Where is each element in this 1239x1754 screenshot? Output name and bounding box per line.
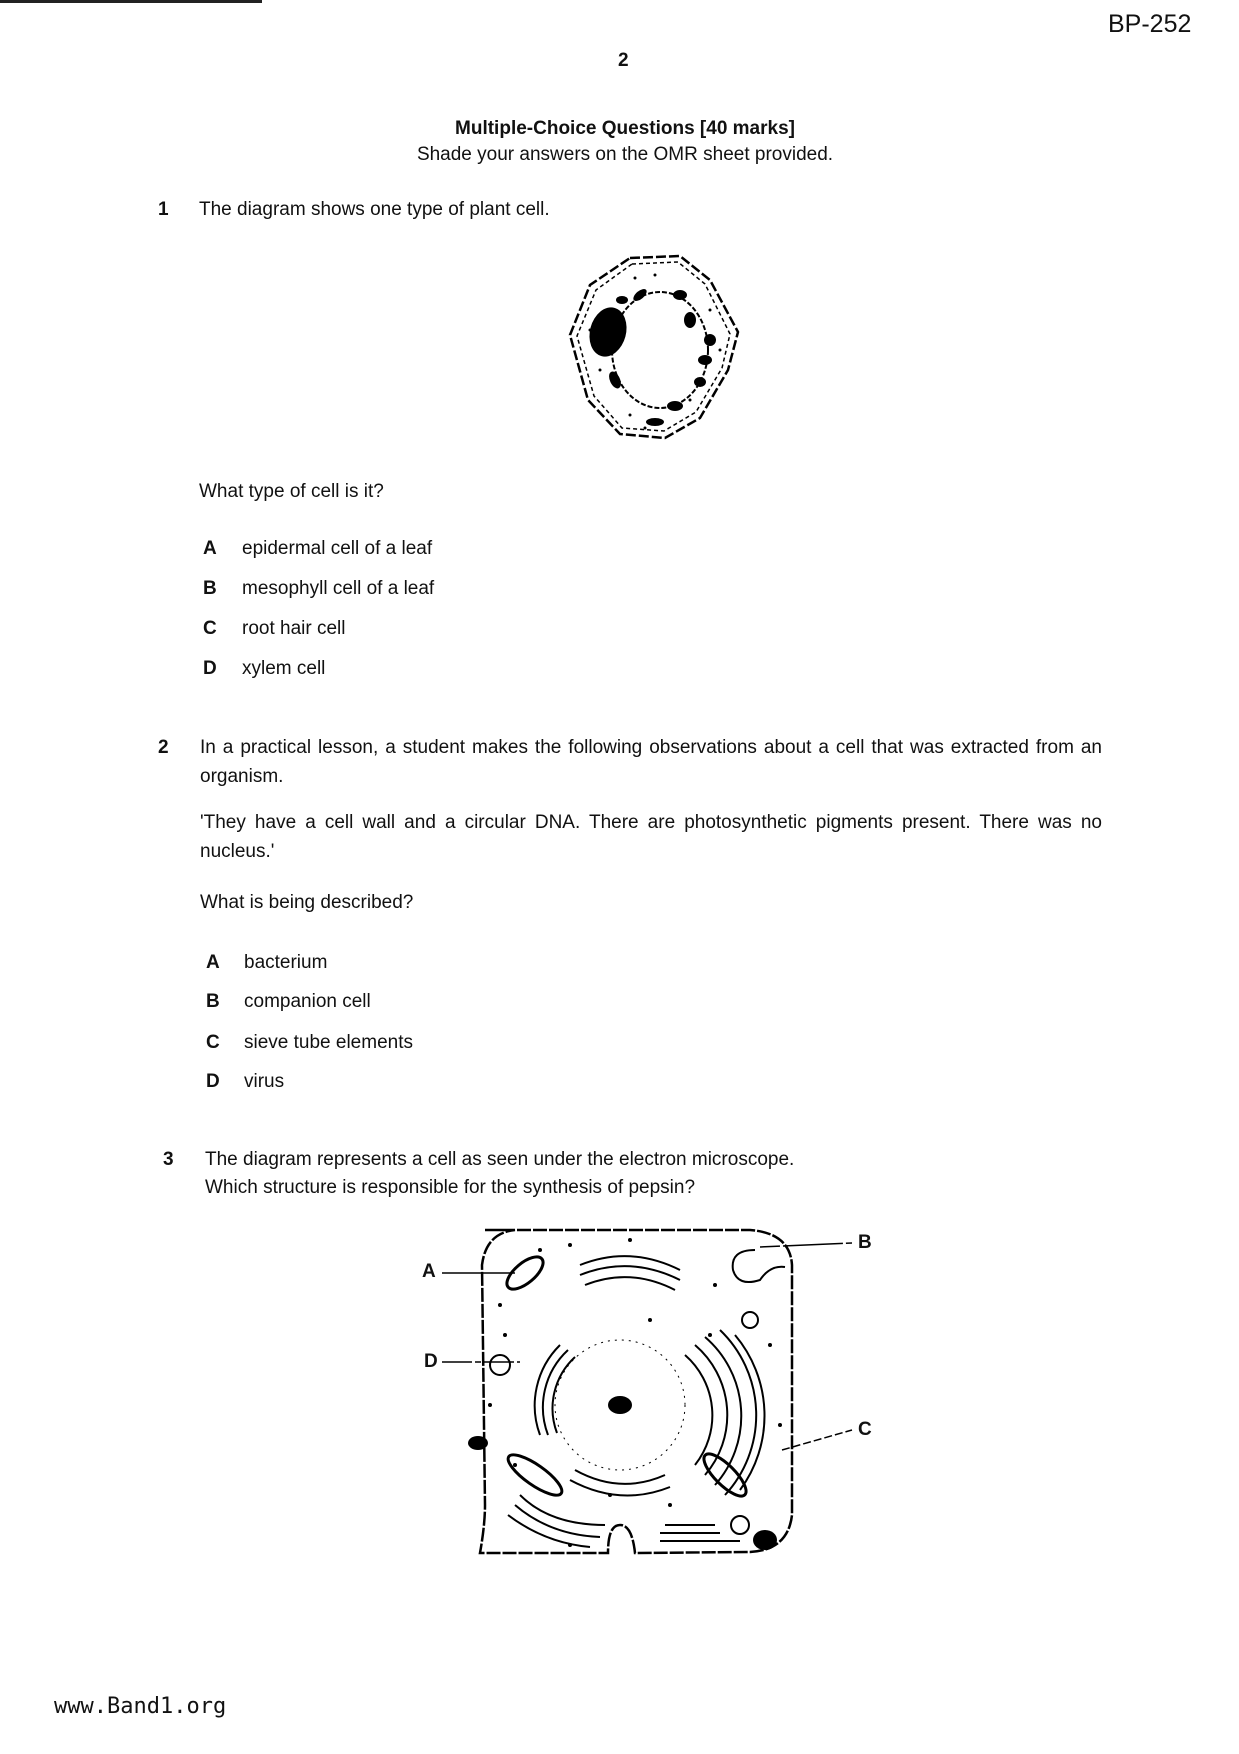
option-letter: D bbox=[206, 1071, 220, 1092]
question-stem-line-2: Which structure is responsible for the synthesis of pepsin? bbox=[205, 1177, 696, 1198]
question-stem: In a practical lesson, a student makes the following observations about a cell that was extracted from an organism. bbox=[200, 737, 1102, 787]
diagram-label-d: D bbox=[424, 1351, 438, 1372]
question-number: 1 bbox=[158, 199, 169, 220]
question-number: 2 bbox=[158, 737, 169, 758]
option-text: virus bbox=[244, 1071, 285, 1092]
option-text: companion cell bbox=[244, 991, 371, 1012]
animal-cell-diagram bbox=[420, 1225, 880, 1560]
paper-code: BP-252 bbox=[1108, 10, 1192, 38]
question-stem: The diagram shows one type of plant cell. bbox=[199, 199, 550, 220]
option-letter: D bbox=[203, 658, 217, 679]
section-title: Multiple-Choice Questions [40 marks] bbox=[455, 118, 795, 139]
option-letter: B bbox=[203, 578, 217, 599]
diagram-label-c: C bbox=[858, 1419, 872, 1440]
footer-website: www.Band1.org bbox=[54, 1694, 227, 1719]
question-number: 3 bbox=[163, 1149, 174, 1170]
question-prompt: What type of cell is it? bbox=[199, 481, 384, 502]
observation-quote: 'They have a cell wall and a circular DNA. There are photosynthetic pigments present. There was no nucleus.' bbox=[200, 812, 1102, 862]
option-text: mesophyll cell of a leaf bbox=[242, 578, 435, 599]
page-number: 2 bbox=[618, 50, 629, 71]
option-text: epidermal cell of a leaf bbox=[242, 538, 433, 559]
option-text: xylem cell bbox=[242, 658, 326, 679]
question-prompt: What is being described? bbox=[200, 892, 414, 913]
top-rule bbox=[0, 0, 262, 3]
plant-cell-diagram bbox=[560, 250, 745, 445]
question-stem-line-1: The diagram represents a cell as seen under the electron microscope. bbox=[205, 1149, 795, 1170]
option-letter: C bbox=[203, 618, 217, 639]
option-letter: A bbox=[203, 538, 217, 559]
option-text: sieve tube elements bbox=[244, 1032, 413, 1053]
option-letter: C bbox=[206, 1032, 220, 1053]
option-text: root hair cell bbox=[242, 618, 346, 639]
option-letter: B bbox=[206, 991, 220, 1012]
option-letter: A bbox=[206, 952, 220, 973]
diagram-label-b: B bbox=[858, 1232, 872, 1253]
section-instruction: Shade your answers on the OMR sheet provided. bbox=[416, 144, 834, 165]
option-text: bacterium bbox=[244, 952, 328, 973]
diagram-label-a: A bbox=[422, 1261, 436, 1282]
